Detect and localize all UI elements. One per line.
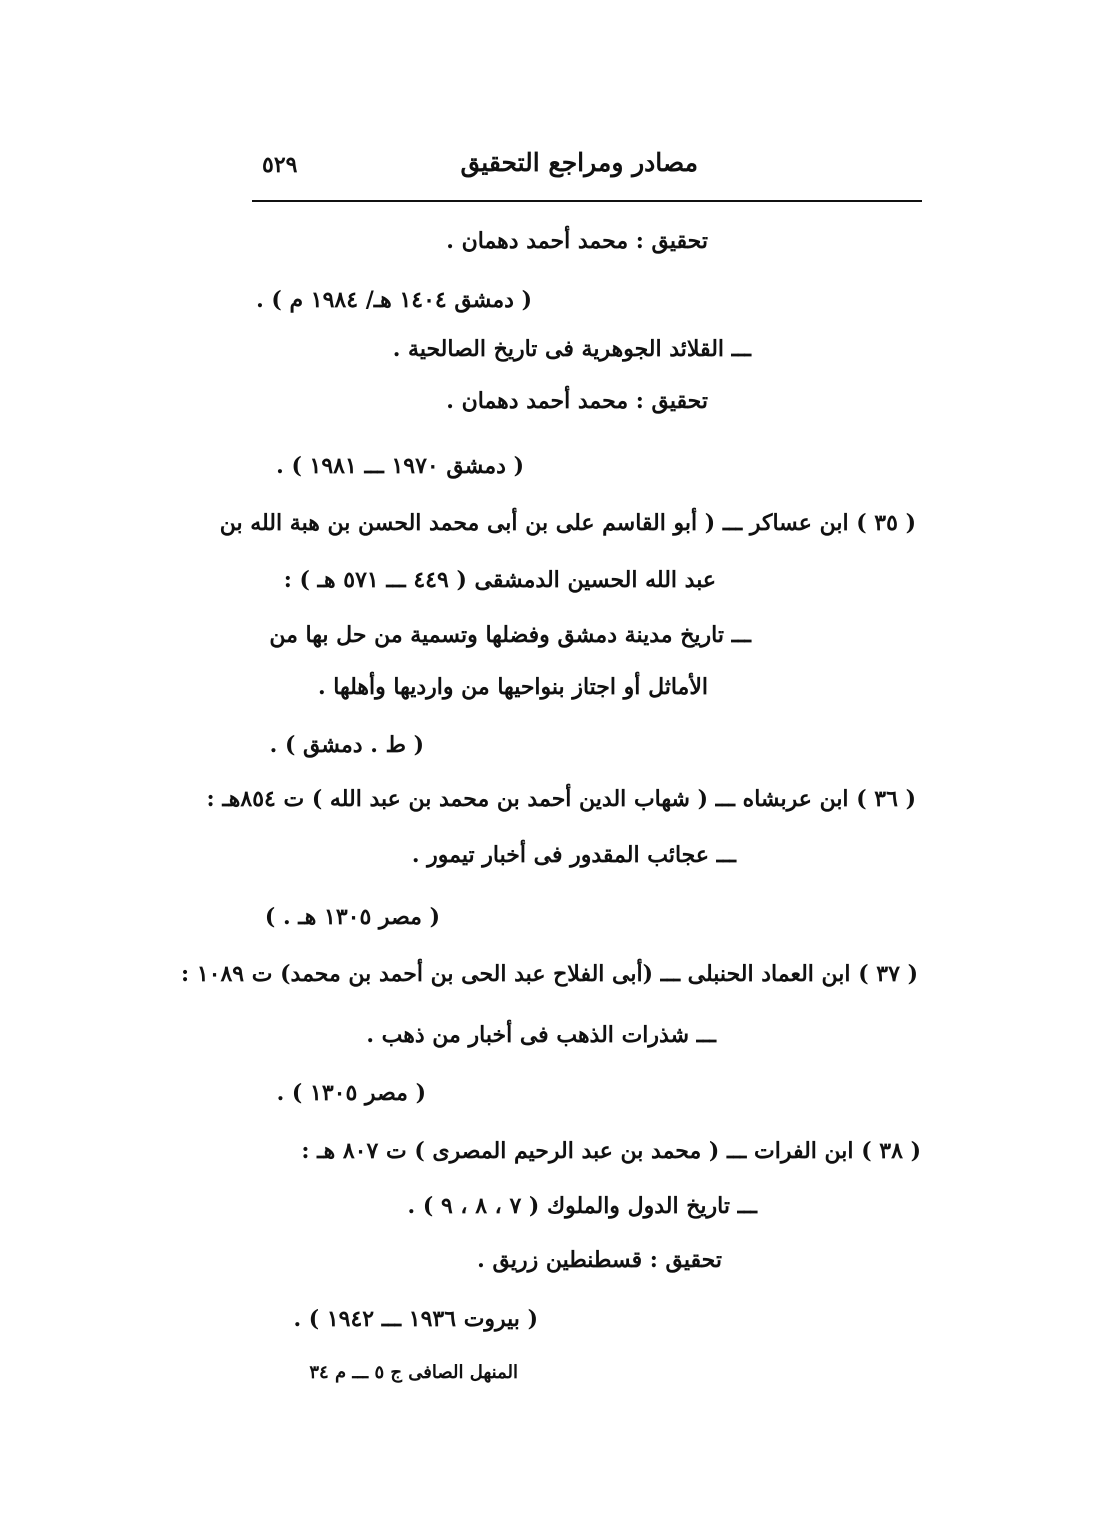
text-line: تحقيق : محمد أحمد دهمان . — [446, 228, 708, 254]
text-line: تحقيق : محمد أحمد دهمان . — [446, 388, 708, 414]
footer-signature: المنهل الصافى ج ٥ ـــ م ٣٤ — [309, 1362, 518, 1383]
text-line: ( بيروت ١٩٣٦ ـــ ١٩٤٢ ) . — [293, 1306, 538, 1332]
text-line: ( ٣٦ ) ابن عربشاه ـــ ( شهاب الدين أحمد بن محمد بن عبد الله ) ت ٨٥٤هـ : — [206, 786, 916, 812]
text-line: عبد الله الحسين الدمشقى ( ٤٤٩ ـــ ٥٧١ هـ ) : — [283, 567, 716, 593]
text-line: ـــ عجائب المقدور فى أخبار تيمور . — [411, 842, 736, 868]
text-line: ـــ تاريخ الدول والملوك ( ٧ ، ٨ ، ٩ ) . — [407, 1193, 757, 1219]
text-line: ( ٣٨ ) ابن الفرات ـــ ( محمد بن عبد الرحيم المصرى ) ت ٨٠٧ هـ : — [301, 1138, 921, 1164]
text-line: ـــ تاريخ مدينة دمشق وفضلها وتسمية من حل بها من — [269, 622, 751, 648]
text-line: ( دمشق ١٩٧٠ ـــ ١٩٨١ ) . — [276, 453, 524, 479]
text-line: ( ط . دمشق ) . — [269, 732, 424, 758]
text-line: ( مصر ١٣٠٥ ) . — [276, 1080, 426, 1106]
text-line: ـــ شذرات الذهب فى أخبار من ذهب . — [366, 1022, 716, 1048]
text-line: ـــ القلائد الجوهرية فى تاريخ الصالحية . — [392, 336, 751, 362]
header-rule — [252, 200, 922, 202]
text-line: ( دمشق ١٤٠٤ هـ/ ١٩٨٤ م ) . — [256, 287, 532, 313]
text-line: ( ٣٥ ) ابن عساكر ـــ ( أبو القاسم على بن أبى محمد الحسن بن هبة الله بن — [219, 510, 916, 536]
text-line: الأماثل أو اجتاز بنواحيها من وارديها وأهلها . — [317, 674, 708, 700]
text-line: تحقيق : قسطنطين زريق . — [477, 1247, 722, 1273]
page-number: ٥٢٩ — [262, 152, 298, 178]
running-header-title: مصادر ومراجع التحقيق — [460, 148, 698, 177]
text-line: ( ٣٧ ) ابن العماد الحنبلى ـــ (أبى الفلاح عبد الحى بن أحمد بن محمد) ت ١٠٨٩ : — [181, 961, 918, 987]
text-line: ( مصر ١٣٠٥ هـ . ) — [264, 904, 440, 930]
